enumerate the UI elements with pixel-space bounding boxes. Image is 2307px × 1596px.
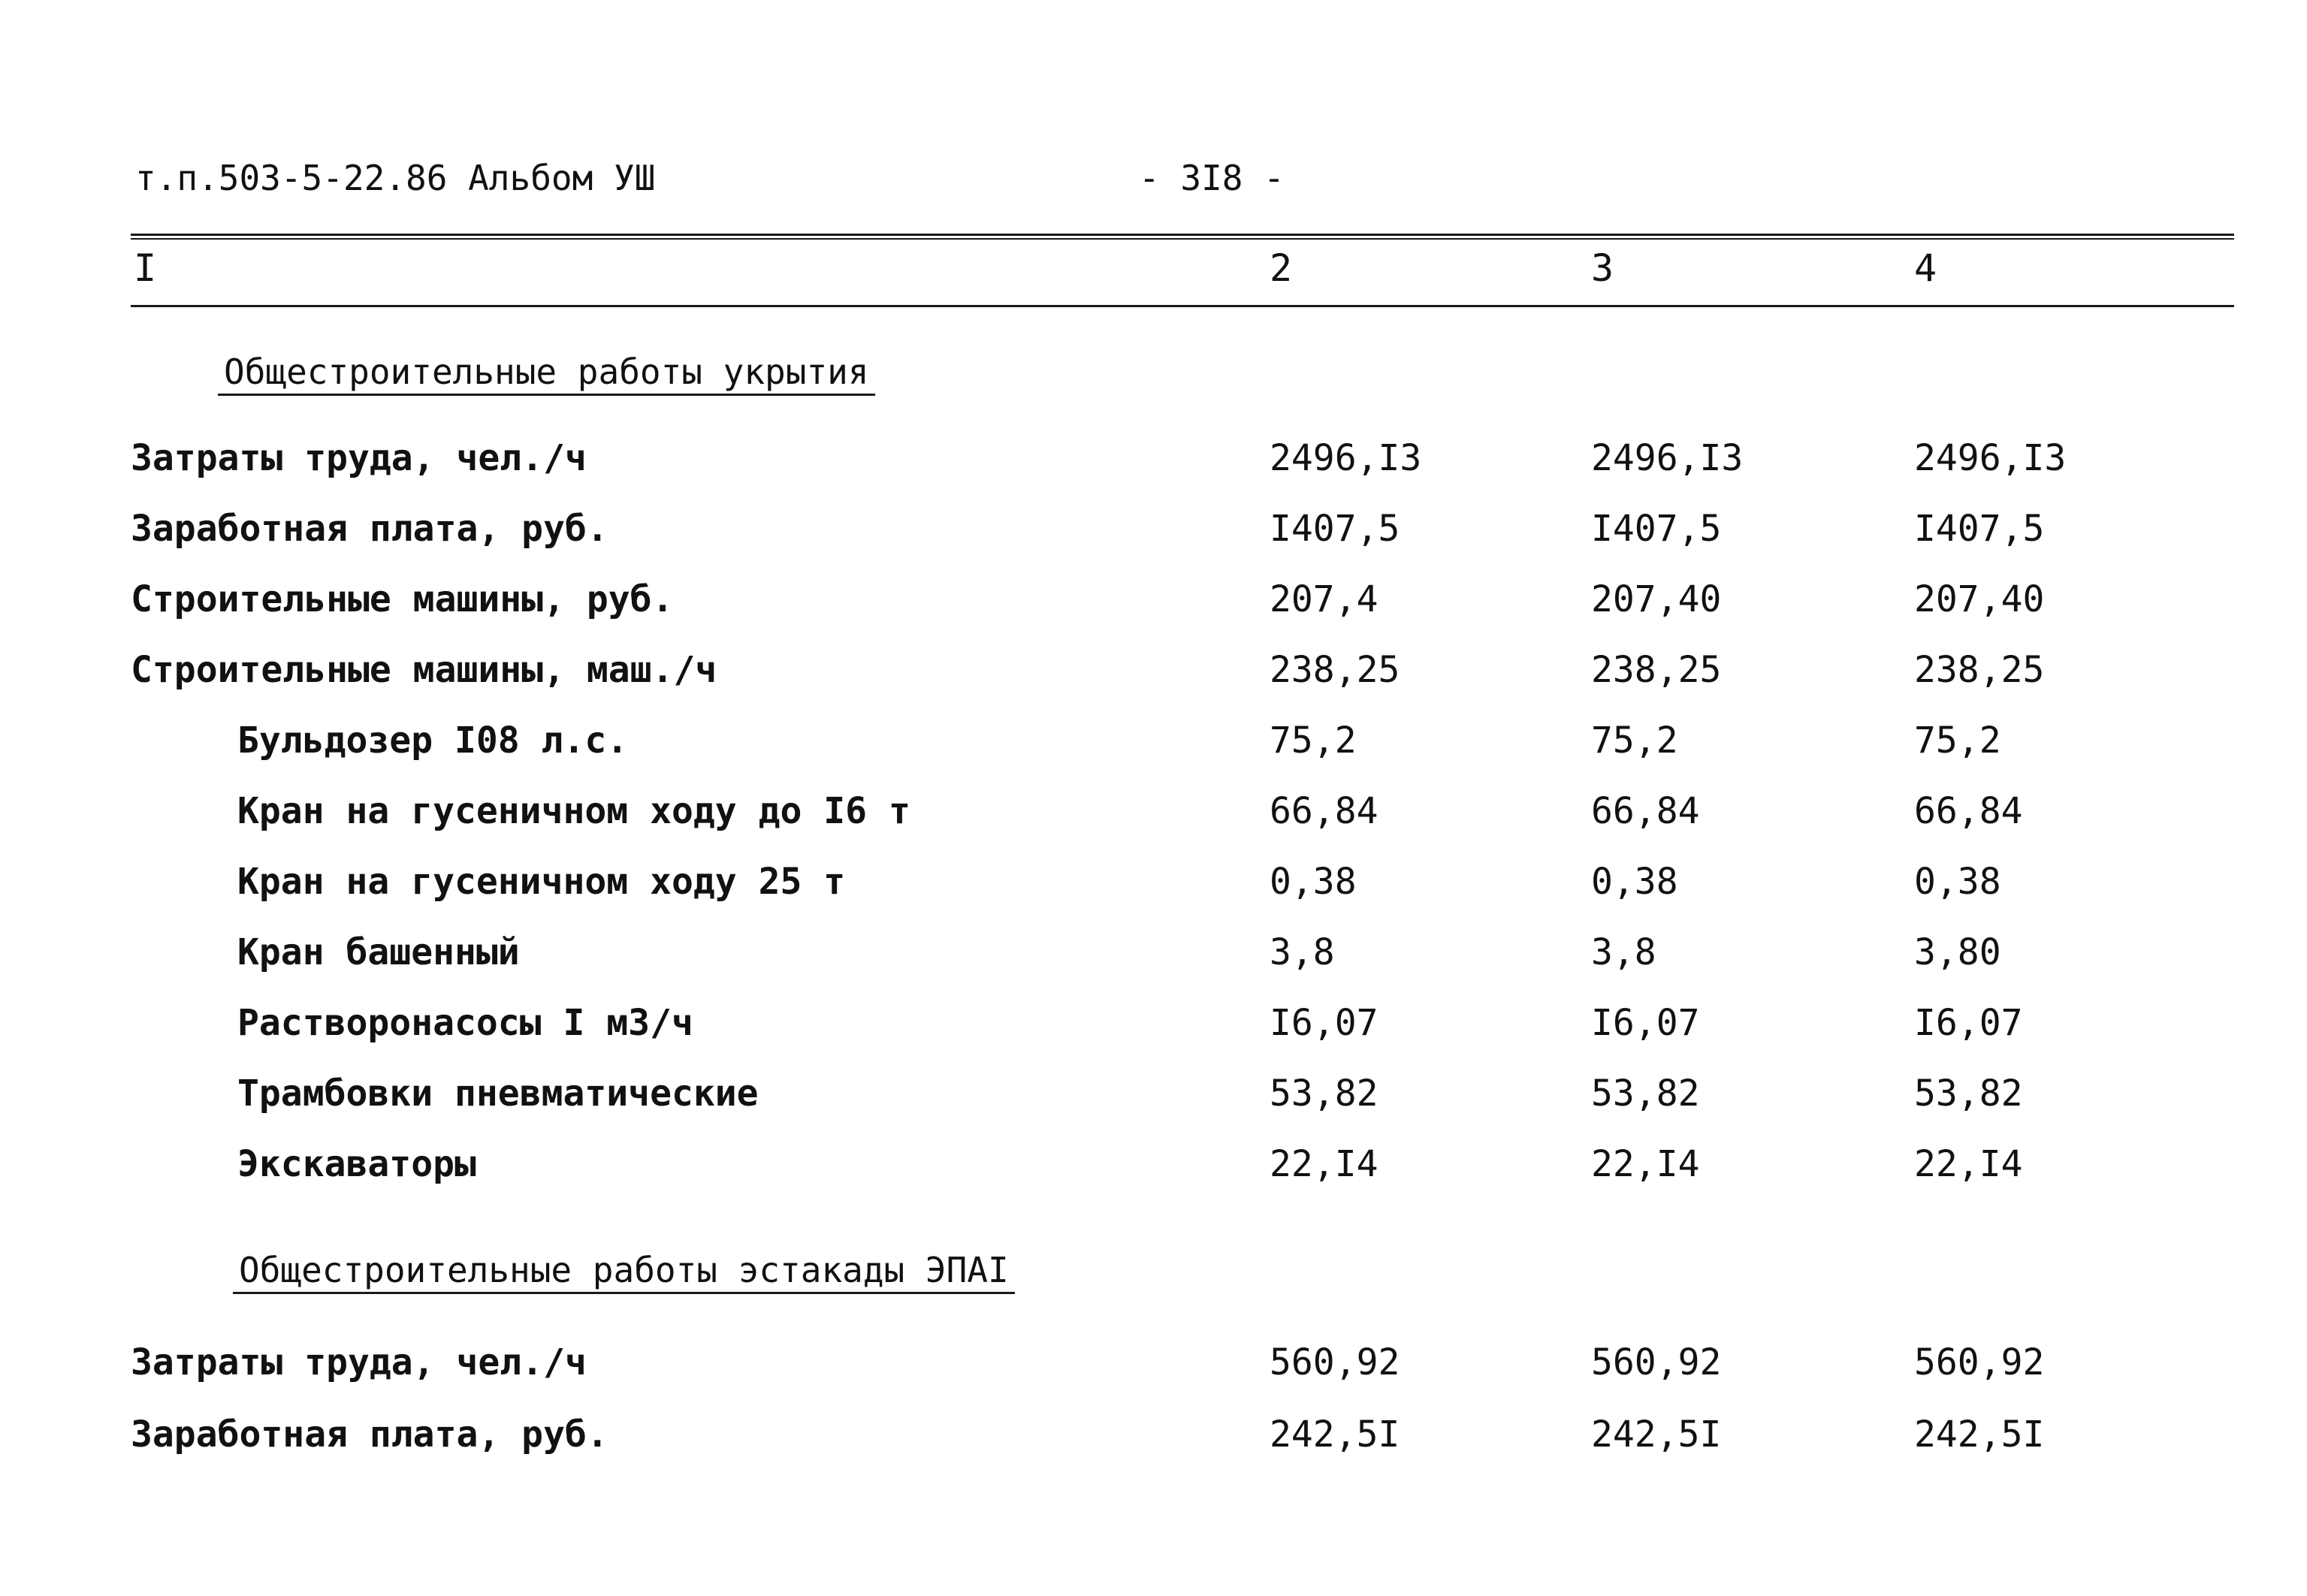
row-value-col4: 238,25 [1914, 649, 2045, 691]
row-value-col3: I6,07 [1591, 1002, 1700, 1044]
row-value-col3: 560,92 [1591, 1341, 1722, 1383]
row-label: Заработная плата, руб. [131, 1413, 608, 1456]
row-value-col3: 75,2 [1591, 720, 1678, 762]
table-row [0, 578, 2307, 634]
row-value-col4: 560,92 [1914, 1341, 2045, 1383]
row-value-col4: 22,I4 [1914, 1143, 2023, 1185]
row-value-col3: 3,8 [1591, 931, 1656, 973]
row-value-col3: 66,84 [1591, 790, 1700, 832]
row-value-col4: 75,2 [1914, 720, 2001, 762]
table-row [0, 1341, 2307, 1397]
section-title: Общестроительные работы эстакады ЭПАI [233, 1253, 1015, 1294]
row-label: Кран на гусеничном ходу 25 т [237, 861, 846, 903]
row-value-col3: 0,38 [1591, 861, 1678, 903]
row-value-col2: I6,07 [1270, 1002, 1378, 1044]
row-label: Затраты труда, чел./ч [131, 1341, 587, 1383]
row-value-col4: I6,07 [1914, 1002, 2023, 1044]
document-reference: т.п.503-5-22.86 Альбом УШ [135, 158, 656, 198]
row-value-col3: 242,5I [1591, 1413, 1722, 1456]
row-value-col2: 66,84 [1270, 790, 1378, 832]
row-value-col3: 238,25 [1591, 649, 1722, 691]
row-value-col4: 207,40 [1914, 578, 2045, 620]
row-value-col4: 3,80 [1914, 931, 2001, 973]
row-label: Растворонасосы I м3/ч [237, 1002, 693, 1044]
table-row [0, 1002, 2307, 1057]
row-label: Кран на гусеничном ходу до I6 т [237, 790, 910, 832]
column-number-2: 2 [1270, 246, 1293, 290]
row-label: Трамбовки пневматические [237, 1073, 759, 1115]
row-label: Кран башенный [237, 931, 520, 973]
row-label: Строительные машины, маш./ч [131, 649, 717, 691]
row-value-col3: 53,82 [1591, 1073, 1700, 1115]
row-label: Строительные машины, руб. [131, 578, 674, 620]
row-value-col4: 2496,I3 [1914, 437, 2067, 479]
row-value-col3: 2496,I3 [1591, 437, 1744, 479]
table-top-rule-inner [131, 238, 2234, 240]
table-row [0, 861, 2307, 916]
column-number-1: I [134, 246, 157, 290]
row-label: Бульдозер I08 л.с. [237, 720, 629, 762]
row-value-col2: 3,8 [1270, 931, 1335, 973]
table-row [0, 508, 2307, 563]
row-value-col2: 560,92 [1270, 1341, 1400, 1383]
row-value-col4: 242,5I [1914, 1413, 2045, 1456]
row-label: Экскаваторы [237, 1143, 476, 1185]
row-value-col4: I407,5 [1914, 508, 2045, 550]
row-value-col2: I407,5 [1270, 508, 1400, 550]
row-value-col4: 0,38 [1914, 861, 2001, 903]
row-value-col2: 0,38 [1270, 861, 1357, 903]
row-label: Заработная плата, руб. [131, 508, 608, 550]
row-value-col3: I407,5 [1591, 508, 1722, 550]
row-value-col4: 53,82 [1914, 1073, 2023, 1115]
table-row [0, 437, 2307, 493]
table-row [0, 1143, 2307, 1199]
row-value-col2: 53,82 [1270, 1073, 1378, 1115]
row-value-col2: 238,25 [1270, 649, 1400, 691]
row-value-col2: 207,4 [1270, 578, 1378, 620]
table-row [0, 1413, 2307, 1469]
table-header-bottom-rule [131, 305, 2234, 307]
section-title: Общестроительные работы укрытия [218, 354, 875, 396]
table-row [0, 790, 2307, 846]
row-value-col3: 22,I4 [1591, 1143, 1700, 1185]
column-number-4: 4 [1914, 246, 1937, 290]
row-value-col2: 242,5I [1270, 1413, 1400, 1456]
table-row [0, 1073, 2307, 1128]
table-row [0, 720, 2307, 775]
table-row [0, 649, 2307, 704]
row-value-col4: 66,84 [1914, 790, 2023, 832]
table-row [0, 931, 2307, 987]
table-top-rule [131, 234, 2234, 236]
row-value-col3: 207,40 [1591, 578, 1722, 620]
row-value-col2: 22,I4 [1270, 1143, 1378, 1185]
row-value-col2: 75,2 [1270, 720, 1357, 762]
column-number-3: 3 [1591, 246, 1614, 290]
page-number: - 3I8 - [1139, 158, 1285, 198]
row-label: Затраты труда, чел./ч [131, 437, 587, 479]
row-value-col2: 2496,I3 [1270, 437, 1422, 479]
